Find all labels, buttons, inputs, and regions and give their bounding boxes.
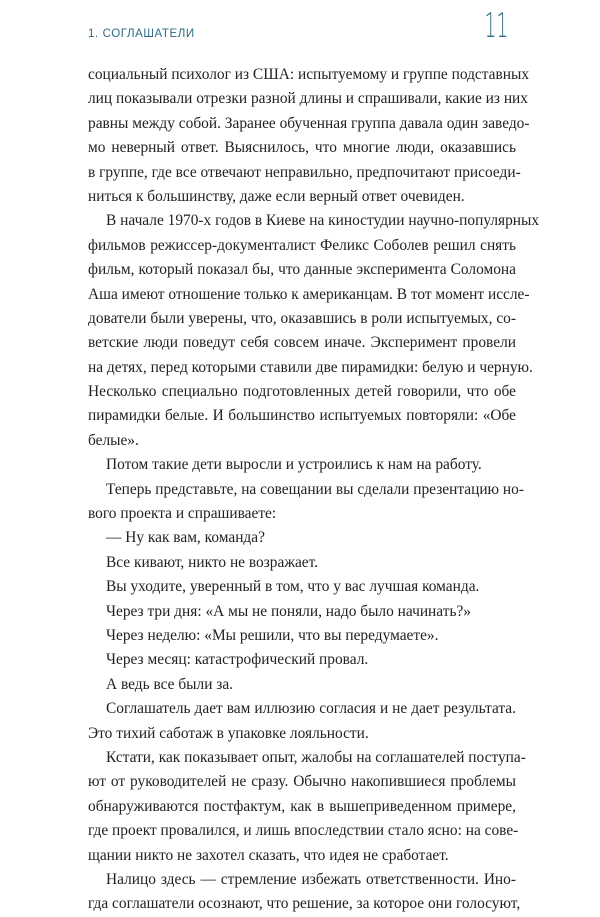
text-line: ветские люди поведут себя совсем иначе. Эксперимент провели [88, 334, 516, 352]
text-line: Аша имеют отношение только к американцам. В тот момент иссле- [88, 285, 530, 303]
text-line: социальный психолог из США: испытуемому и группе подставных [88, 66, 530, 83]
text-line: мо неверный ответ. Выяснилось, что многие люди, оказавшись [88, 139, 516, 157]
text-line: обнаруживаются постфактум, как в вышеприведенном примере, [88, 797, 516, 815]
text-line: А ведь все были за. [106, 675, 234, 693]
text-line: фильмов режиссер-документалист Феликс Соболев решил снять [88, 236, 516, 254]
text-line: Через неделю: «Мы решили, что вы передумаете». [106, 626, 439, 644]
text-line: ниться к большинству, даже если верный ответ очевиден. [88, 187, 465, 205]
text-line: на детях, перед которыми ставили две пирамидки: белую и черную. [88, 358, 533, 376]
text-line: вого проекта и спрашиваете: [88, 505, 277, 523]
text-line: пирамидки белые. И большинство испытуемых повторяли: «Обе [88, 407, 516, 425]
text-line: В начале 1970-х годов в Киеве на киностудии научно-популярных [106, 212, 540, 230]
text-line: Потом такие дети выросли и устроились к нам на работу. [106, 456, 482, 474]
running-head: 1. СОГЛАШАТЕЛИ [88, 28, 195, 40]
text-line: Все кивают, никто не возражает. [106, 553, 319, 571]
text-line: лиц показывали отрезки разной длины и спрашивали, какие из них [88, 90, 528, 108]
page-number: 11 [484, 6, 508, 46]
text-line: Вы уходите, уверенный в том, что у вас лучшая команда. [106, 578, 480, 596]
text-line: гда соглашатели осознают, что решение, за которое они голосуют, [88, 895, 521, 913]
text-line: в группе, где все отвечают неправильно, предпочитают присоеди- [88, 163, 521, 181]
body-text [88, 63, 540, 917]
text-line: Налицо здесь — стремление избежать ответственности. Ино- [106, 870, 516, 888]
text-line: белые». [88, 431, 139, 449]
text-line: дователи были уверены, что, оказавшись в роли испытуемых, со- [88, 309, 516, 327]
text-line: равны между собой. Заранее обученная группа давала один заведо- [88, 114, 530, 132]
text-line: щании никто не захотел сказать, что идея не сработает. [88, 846, 449, 864]
text-line: ют от руководителей не сразу. Обычно накопившиеся проблемы [88, 773, 516, 791]
text-line: где проект провалился, и лишь впоследствии стало ясно: на сове- [88, 822, 519, 840]
text-line: Соглашатель дает вам иллюзию согласия и не дает результата. [106, 700, 516, 718]
text-line: Несколько специально подготовленных детей говорили, что обе [88, 383, 516, 401]
text-line: Кстати, как показывает опыт, жалобы на соглашателей поступа- [106, 748, 526, 766]
text-line: фильм, который показал бы, что данные эксперимента Соломона [88, 261, 516, 279]
text-line: Через месяц: катастрофический провал. [106, 651, 369, 669]
text-line: — Ну как вам, команда? [106, 529, 265, 547]
text-line: Через три дня: «А мы не поняли, надо было начинать?» [106, 602, 472, 620]
text-line: Это тихий саботаж в упаковке лояльности. [88, 724, 369, 742]
text-line: Теперь представьте, на совещании вы сделали презентацию но- [106, 480, 524, 498]
